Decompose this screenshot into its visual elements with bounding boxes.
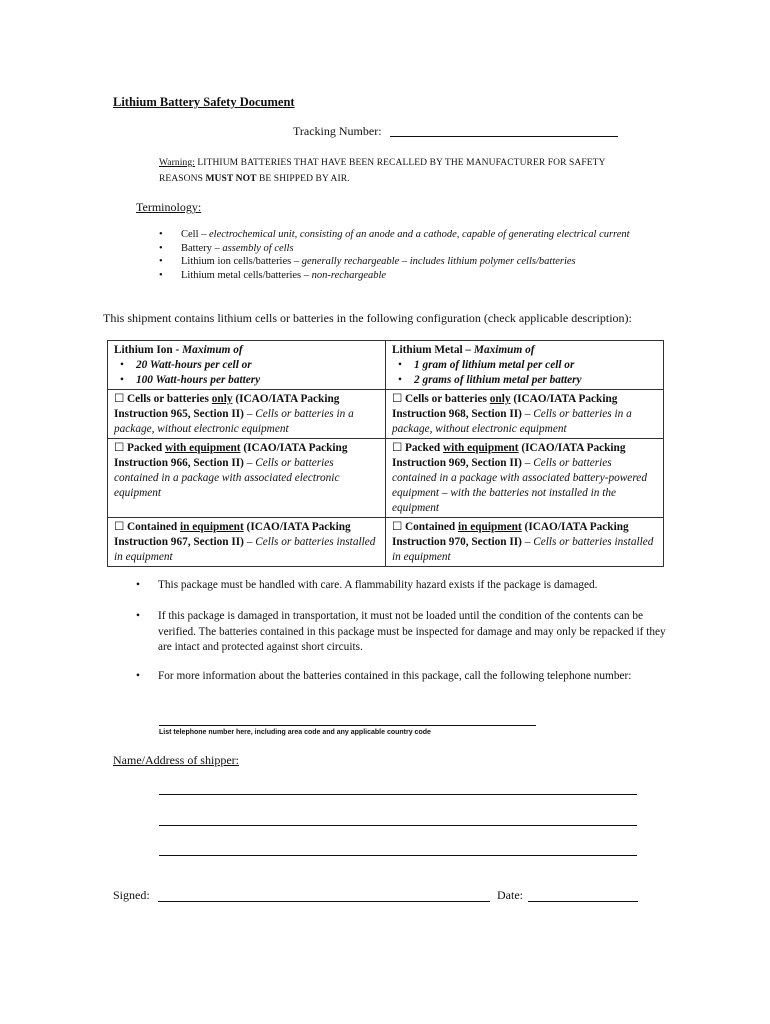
option-ion-pi966[interactable] — [108, 439, 386, 518]
option-instruction: (ICAO/IATA Packing Instruction 966, Section II) — [114, 442, 348, 469]
option-lead: Contained — [126, 521, 181, 533]
option-ion-pi967[interactable] — [108, 518, 386, 567]
term-item — [159, 242, 639, 256]
option-description: – Cells or batteries contained in a package with associated battery-powered equipment – with the batteries not installed in the equipment — [392, 457, 647, 514]
term-name: Lithium metal cells/batteries — [181, 269, 302, 281]
terminology-heading: Terminology: — [136, 200, 202, 214]
term-definition: – non-rechargeable — [301, 269, 387, 281]
option-metal-pi969[interactable] — [386, 439, 664, 518]
checkbox-icon[interactable]: ☐ — [114, 521, 125, 533]
document-title: Lithium Battery Safety Document — [113, 95, 295, 109]
option-key: in equipment — [458, 521, 522, 533]
contact-note: • For more information about the batteries contained in this package, call the following telephone number: — [136, 669, 678, 685]
table-header-row — [108, 341, 664, 390]
ion-limit-item: • 100 Watt-hours per battery — [114, 373, 380, 388]
option-instruction: (ICAO/IATA Packing Instruction 965, Section II) — [114, 393, 340, 420]
terminology-list — [159, 228, 639, 282]
ion-header-title: Lithium Ion - — [114, 344, 183, 356]
shipper-address-line[interactable] — [159, 825, 637, 826]
term-definition: – assembly of cells — [211, 242, 294, 254]
table-row — [108, 518, 664, 567]
lithium-metal-header — [386, 341, 664, 390]
lithium-ion-header — [108, 341, 386, 390]
metal-header-subtitle: Maximum of — [473, 344, 535, 356]
warning-emphasis: MUST NOT — [205, 174, 257, 184]
option-ion-pi965[interactable] — [108, 390, 386, 439]
date-label: Date: — [497, 888, 523, 902]
option-lead: Packed — [126, 442, 165, 454]
checkbox-icon[interactable]: ☐ — [392, 393, 403, 405]
option-key: with equipment — [442, 442, 519, 454]
option-key: in equipment — [180, 521, 244, 533]
option-description: – Cells or batteries installed in equipment — [392, 536, 654, 563]
shipper-address-line[interactable] — [159, 794, 637, 795]
option-instruction: (ICAO/IATA Packing Instruction 970, Section II) — [392, 521, 629, 548]
table-row — [108, 390, 664, 439]
signature-line[interactable] — [158, 901, 490, 902]
metal-limit-item: • 1 gram of lithium metal per cell or — [392, 358, 658, 373]
metal-header-title: Lithium Metal – — [392, 344, 474, 356]
checkbox-icon[interactable]: ☐ — [392, 442, 403, 454]
warning-text-before: LITHIUM BATTERIES THAT HAVE BEEN RECALLED BY THE MANUFACTURER FOR SAFETY REASONS — [159, 158, 606, 184]
option-description: – Cells or batteries in a package, without electronic equipment — [392, 408, 632, 435]
configuration-table — [107, 340, 664, 567]
option-description: – Cells or batteries in a package, without electronic equipment — [114, 408, 354, 435]
checkbox-icon[interactable]: ☐ — [114, 393, 125, 405]
damage-note: • If this package is damaged in transportation, it must not be loaded until the condition of the contents can be verified. The batteries contained in this package must be inspected for damage and may only be repacked if they are intact and protected against short circuits. — [136, 609, 678, 656]
option-key: only — [489, 393, 511, 405]
shipper-address-line[interactable] — [159, 855, 637, 856]
warning-text-after: BE SHIPPED BY AIR. — [256, 174, 350, 184]
option-description: – Cells or batteries installed in equipment — [114, 536, 376, 563]
handling-note: • This package must be handled with care. A flammability hazard exists if the package is damaged. — [136, 578, 678, 594]
option-lead: Cells or batteries — [126, 393, 212, 405]
checkbox-icon[interactable]: ☐ — [114, 442, 125, 454]
table-row — [108, 439, 664, 518]
checkbox-icon[interactable]: ☐ — [392, 521, 403, 533]
option-instruction: (ICAO/IATA Packing Instruction 969, Section II) — [392, 442, 626, 469]
term-item — [159, 269, 639, 283]
date-line[interactable] — [528, 901, 638, 902]
term-item — [159, 228, 639, 242]
ion-limit-item: • 20 Watt-hours per cell or — [114, 358, 380, 373]
phone-number-line[interactable] — [159, 725, 536, 726]
phone-caption: List telephone number here, including area code and any applicable country code — [159, 729, 431, 736]
metal-limit-item: • 2 grams of lithium metal per battery — [392, 373, 658, 388]
term-name: Cell — [181, 229, 199, 240]
option-lead: Packed — [404, 442, 443, 454]
term-definition: – electrochemical unit, consisting of an anode and a cathode, capable of generating electrical current — [198, 229, 630, 240]
term-name: Lithium ion cells/batteries — [181, 256, 292, 267]
warning-label: Warning: — [159, 158, 195, 168]
option-description: – Cells or batteries contained in a package with associated electronic equipment — [114, 457, 340, 499]
option-key: only — [211, 393, 233, 405]
term-name: Battery — [181, 242, 212, 254]
option-lead: Cells or batteries — [404, 393, 490, 405]
option-instruction: (ICAO/IATA Packing Instruction 967, Section II) — [114, 521, 351, 548]
option-metal-pi968[interactable] — [386, 390, 664, 439]
option-key: with equipment — [164, 442, 241, 454]
option-metal-pi970[interactable] — [386, 518, 664, 567]
option-instruction: (ICAO/IATA Packing Instruction 968, Section II) — [392, 393, 618, 420]
shipper-label: Name/Address of shipper: — [113, 753, 239, 767]
tracking-number-label: Tracking Number: — [293, 124, 382, 138]
signed-label: Signed: — [113, 888, 150, 902]
ion-header-subtitle: Maximum of — [182, 344, 243, 356]
configuration-intro: This shipment contains lithium cells or batteries in the following configuration (check applicable description): — [103, 311, 632, 325]
term-item — [159, 255, 639, 269]
term-definition: – generally rechargeable – includes lithium polymer cells/batteries — [291, 256, 576, 267]
warning-notice — [159, 155, 629, 187]
tracking-number-line[interactable] — [390, 136, 618, 137]
option-lead: Contained — [404, 521, 459, 533]
